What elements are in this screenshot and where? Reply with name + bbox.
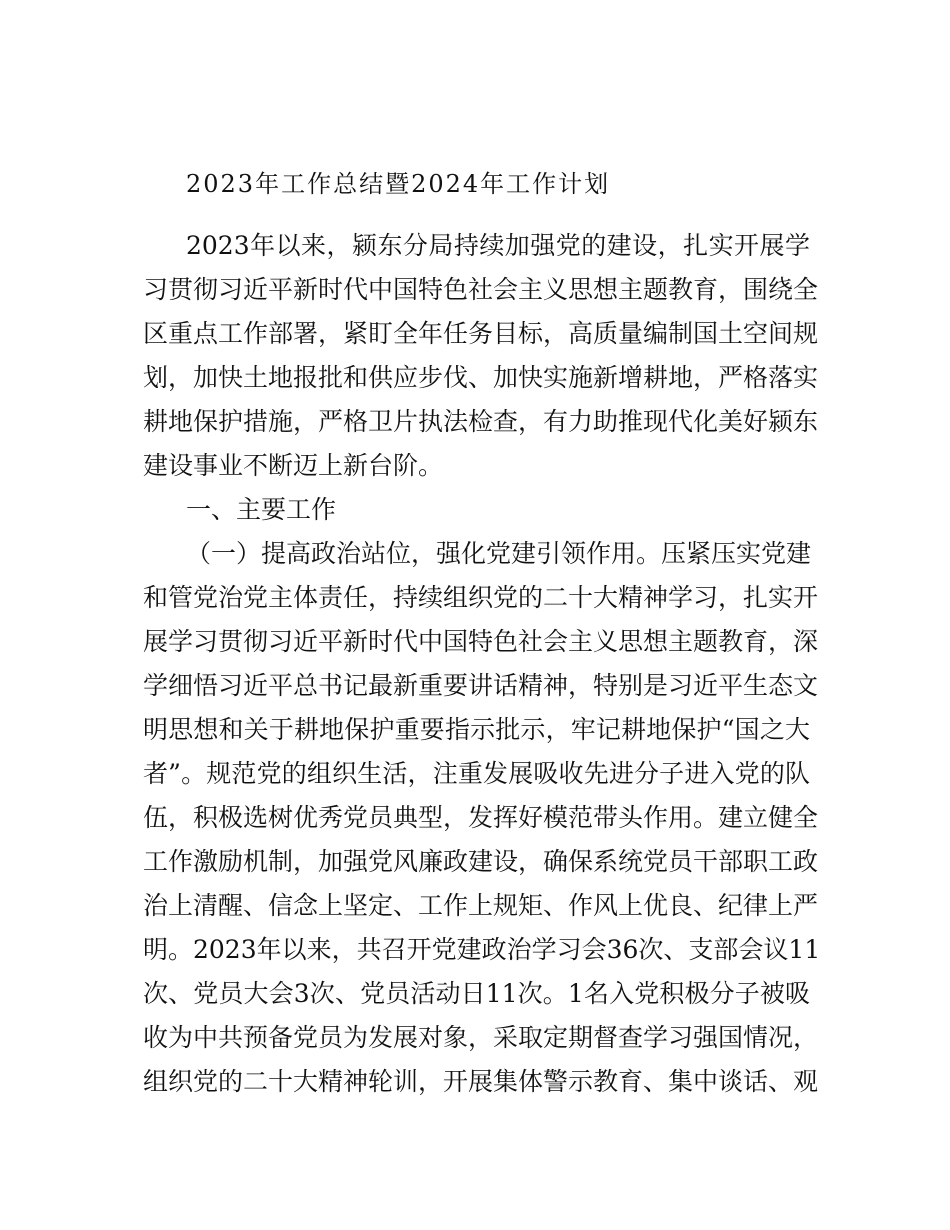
intro-line: 2023年以来，颍东分局持续加强党的建设，扎实开展学	[186, 231, 810, 260]
section-heading: 一、主要工作	[186, 495, 337, 524]
intro-line: 建设事业不断迈上新台阶。	[143, 451, 444, 480]
body-line: 次、党员大会3次、党员活动日11次。1名入党积极分子被吸	[143, 979, 810, 1008]
body-line: 和管党治党主体责任，持续组织党的二十大精神学习，扎实开	[143, 583, 819, 612]
intro-line: 习贯彻习近平新时代中国特色社会主义思想主题教育，围绕全	[143, 275, 819, 304]
intro-line: 耕地保护措施，严格卫片执法检查，有力助推现代化美好颍东	[143, 407, 819, 436]
document-title: 2023年工作总结暨2024年工作计划	[186, 170, 611, 198]
body-line: 治上清醒、信念上坚定、工作上规矩、作风上优良、纪律上严	[143, 891, 819, 920]
intro-line: 划，加快土地报批和供应步伐、加快实施新增耕地，严格落实	[143, 363, 819, 392]
body-line: 者”。规范党的组织生活，注重发展吸收先进分子进入党的队	[143, 759, 810, 788]
body-line: 收为中共预备党员为发展对象，采取定期督查学习强国情况，	[143, 1023, 819, 1052]
body-line: （一）提高政治站位，强化党建引领作用。压紧压实党建	[186, 539, 812, 568]
intro-line: 区重点工作部署，紧盯全年任务目标，高质量编制国土空间规	[143, 319, 819, 348]
body-line: 学细悟习近平总书记最新重要讲话精神，特别是习近平生态文	[143, 671, 819, 700]
body-line: 明。2023年以来，共召开党建政治学习会36次、支部会议11	[143, 935, 821, 964]
body-line: 组织党的二十大精神轮训，开展集体警示教育、集中谈话、观	[143, 1067, 819, 1096]
body-line: 工作激励机制，加强党风廉政建设，确保系统党员干部职工政	[143, 847, 819, 876]
body-line: 明思想和关于耕地保护重要指示批示，牢记耕地保护“国之大	[143, 715, 810, 744]
body-line: 展学习贯彻习近平新时代中国特色社会主义思想主题教育，深	[143, 627, 819, 656]
body-line: 伍，积极选树优秀党员典型，发挥好模范带头作用。建立健全	[143, 803, 819, 832]
